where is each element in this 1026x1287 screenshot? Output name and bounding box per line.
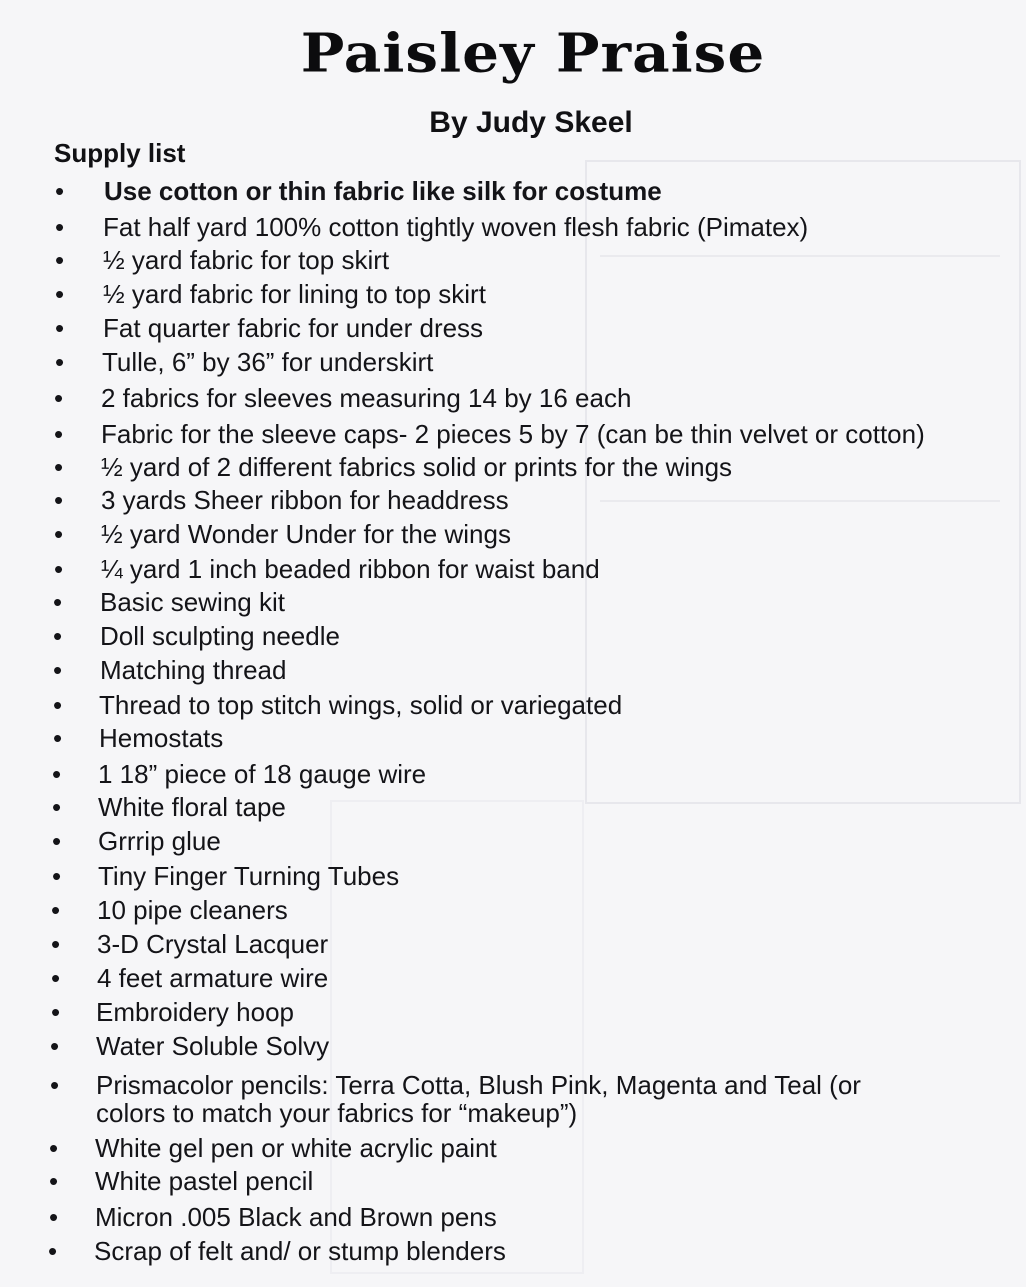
list-item-text-continuation: colors to match your fabrics for “makeup”)	[96, 1098, 578, 1128]
bullet-icon: •	[55, 279, 65, 309]
list-item-text: Use cotton or thin fabric like silk for costume	[104, 176, 662, 206]
list-item-text: 1 18” piece of 18 gauge wire	[98, 759, 427, 789]
author-byline: By Judy Skeel	[429, 106, 633, 139]
bullet-icon: •	[50, 1070, 60, 1100]
bullet-icon: •	[55, 347, 65, 377]
list-item-text: ¼ yard 1 inch beaded ribbon for waist band	[101, 554, 600, 584]
list-item-text: Tulle, 6” by 36” for underskirt	[102, 347, 434, 377]
list-item-text: Fat half yard 100% cotton tightly woven flesh fabric (Pimatex)	[103, 212, 809, 242]
list-item-text: Fat quarter fabric for under dress	[103, 313, 484, 343]
section-heading: Supply list	[54, 138, 186, 168]
bullet-icon: •	[50, 1031, 60, 1061]
list-item-text: ½ yard fabric for top skirt	[103, 245, 390, 275]
list-item-text: Fabric for the sleeve caps- 2 pieces 5 by 7 (can be thin velvet or cotton)	[101, 419, 925, 449]
bullet-icon: •	[52, 861, 62, 891]
bullet-icon: •	[53, 690, 63, 720]
list-item-text: Basic sewing kit	[100, 587, 285, 617]
list-item-text: Scrap of felt and/ or stump blenders	[94, 1236, 506, 1266]
bullet-icon: •	[54, 519, 64, 549]
bullet-icon: •	[49, 1202, 59, 1232]
bullet-icon: •	[55, 245, 65, 275]
list-item-text	[96, 1070, 861, 1128]
bullet-icon: •	[49, 1133, 59, 1163]
list-item-text: Tiny Finger Turning Tubes	[98, 861, 400, 891]
list-item-text: White pastel pencil	[95, 1166, 314, 1196]
list-item-text: 3-D Crystal Lacquer	[97, 929, 329, 959]
list-item-text: ½ yard Wonder Under for the wings	[101, 519, 511, 549]
list-item-text: ½ yard fabric for lining to top skirt	[103, 279, 486, 309]
bullet-icon: •	[55, 313, 65, 343]
bullet-icon: •	[51, 963, 61, 993]
list-item-text: Water Soluble Solvy	[96, 1031, 330, 1061]
bullet-icon: •	[52, 759, 62, 789]
list-item-text: White gel pen or white acrylic paint	[95, 1133, 497, 1163]
bullet-icon: •	[51, 895, 61, 925]
list-item-text: White floral tape	[98, 792, 286, 822]
bullet-icon: •	[48, 1236, 58, 1266]
list-item-text: Hemostats	[99, 723, 224, 753]
list-item-text-line: Prismacolor pencils: Terra Cotta, Blush Pink, Magenta and Teal (or	[96, 1070, 861, 1100]
bullet-icon: •	[53, 621, 63, 651]
list-item-text: Embroidery hoop	[96, 997, 294, 1027]
bullet-icon: •	[53, 587, 63, 617]
bullet-icon: •	[54, 554, 64, 584]
bullet-icon: •	[55, 212, 65, 242]
page-title: Paisley Praise	[300, 22, 766, 85]
bullet-icon: •	[54, 485, 64, 515]
bullet-icon: •	[51, 997, 61, 1027]
list-item-text: Grrrip glue	[98, 826, 221, 856]
bullet-icon: •	[51, 929, 61, 959]
bullet-icon: •	[53, 723, 63, 753]
bullet-icon: •	[54, 383, 64, 413]
list-item-text: 2 fabrics for sleeves measuring 14 by 16 each	[101, 383, 632, 413]
list-item-text: 10 pipe cleaners	[97, 895, 288, 925]
bullet-icon: •	[54, 419, 64, 449]
list-item-text: 3 yards Sheer ribbon for headdress	[101, 485, 509, 515]
bullet-icon: •	[53, 655, 63, 685]
bullet-icon: •	[52, 792, 62, 822]
bullet-icon: •	[49, 1166, 59, 1196]
list-item-text: 4 feet armature wire	[97, 963, 329, 993]
list-item-text: Micron .005 Black and Brown pens	[95, 1202, 497, 1232]
list-item-text: Doll sculpting needle	[100, 621, 340, 651]
bullet-icon: •	[52, 826, 62, 856]
list-item-text: ½ yard of 2 different fabrics solid or prints for the wings	[101, 452, 733, 482]
list-item-text: Thread to top stitch wings, solid or variegated	[99, 690, 623, 720]
bullet-icon: •	[55, 176, 65, 206]
bullet-icon: •	[54, 452, 64, 482]
list-item-text: Matching thread	[100, 655, 287, 685]
